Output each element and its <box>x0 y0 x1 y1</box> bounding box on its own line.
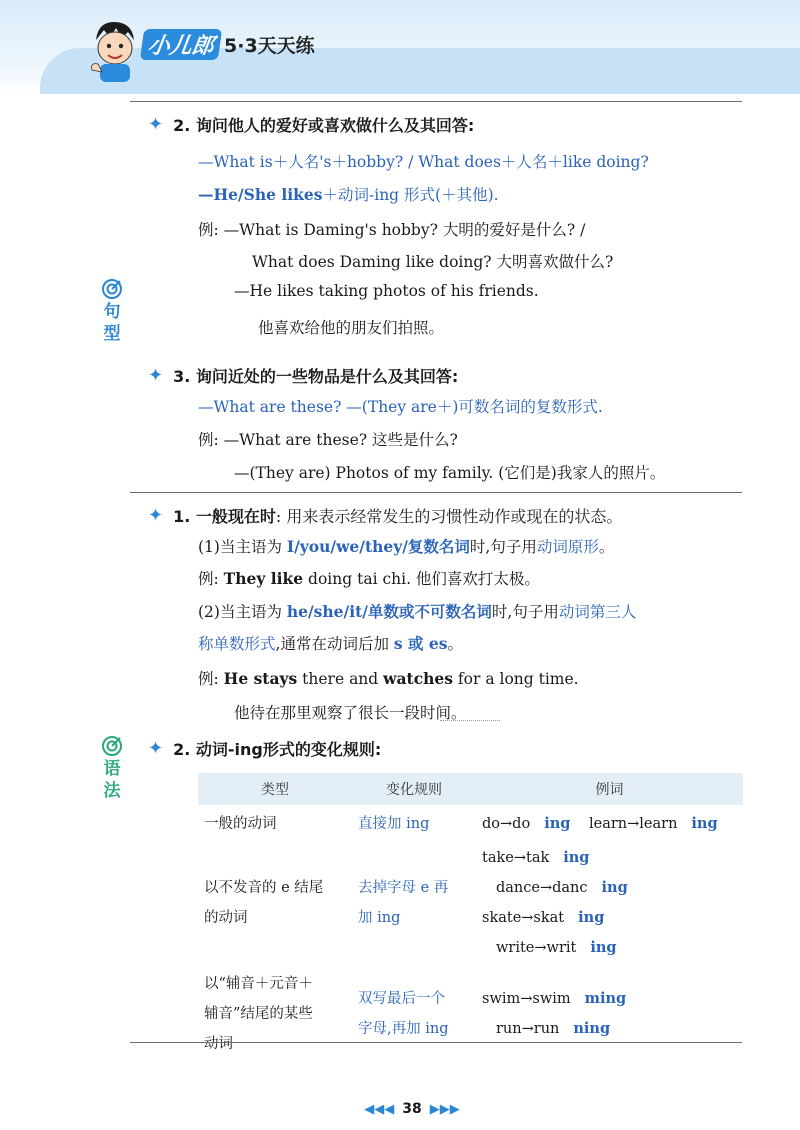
example-word-suffix: ing <box>544 815 571 832</box>
rule1-prefix: (1)当主语为 <box>198 538 287 556</box>
rule-line: 字母,再加 ing <box>358 1021 449 1037</box>
table-cell-rule <box>352 963 476 1065</box>
example-word-base: skate→skat <box>482 910 565 926</box>
rule1-end: 。 <box>598 538 615 556</box>
section-divider-top <box>130 101 742 102</box>
rule2-end: 。 <box>447 635 463 653</box>
item2-example-a2: 他喜欢给他的朋友们拍照。 <box>258 319 445 337</box>
example-word-suffix: ing <box>590 939 617 956</box>
table-cell-rule <box>352 843 476 963</box>
type-line: 一般的动词 <box>204 816 277 832</box>
example-word-suffix: ing <box>601 879 628 896</box>
star-bullet-icon: ✦ <box>148 114 164 135</box>
table-header-examples: 例词 <box>476 773 743 805</box>
target-icon <box>101 278 123 300</box>
target-icon <box>101 735 123 757</box>
item2-pattern-answer-rest: ＋动词-ing 形式(＋其他). <box>322 186 499 204</box>
example-word <box>482 910 604 926</box>
example-word-suffix: ing <box>578 909 605 926</box>
example-word-suffix: ning <box>573 1020 611 1037</box>
rule2-suffix: s 或 es <box>393 634 448 653</box>
example2-bold1: He stays <box>223 669 298 688</box>
rule-line: 双写最后一个 <box>358 991 445 1007</box>
example-word <box>482 991 626 1007</box>
table-header-rule: 变化规则 <box>352 773 476 805</box>
example-word <box>482 816 570 832</box>
page-number: 38 <box>402 1101 422 1117</box>
example-word-base: take→tak <box>482 850 550 866</box>
example-label: 例: <box>198 670 219 688</box>
table-row <box>198 963 743 1065</box>
example1-rest: doing tai chi. 他们喜欢打太极。 <box>303 570 540 588</box>
rule2-verb2: 称单数形式 <box>198 635 276 653</box>
example1-bold: They like <box>223 569 304 588</box>
rule2-mid2: ,通常在动词后加 <box>275 635 394 653</box>
example2-rest: for a long time. <box>453 670 579 688</box>
right-arrows-icon: ▶▶▶ <box>429 1101 460 1117</box>
item2-example-q1 <box>198 218 585 240</box>
item2-title <box>148 113 474 136</box>
example-word <box>496 940 617 956</box>
grammar-item2-title-text: 2. 动词-ing形式的变化规则: <box>173 740 382 759</box>
section-divider-mid <box>130 492 742 493</box>
type-line: 以“辅音＋元音＋ <box>204 976 313 992</box>
table-cell-type <box>198 963 352 1065</box>
example2-mid: there and <box>297 670 384 688</box>
rule1-mid: 时,句子用 <box>469 538 537 556</box>
example-label: 例: <box>198 221 219 239</box>
table-cell-type <box>198 843 352 963</box>
item2-example-q1-text: —What is Daming's hobby? 大明的爱好是什么? / <box>223 221 586 239</box>
sidebar-label-sentence <box>96 278 128 344</box>
rule-line: 加 ing <box>358 910 401 926</box>
star-bullet-icon: ✦ <box>148 365 164 386</box>
grammar-rule2-line1 <box>198 600 636 622</box>
table-cell-examples <box>476 963 743 1065</box>
page-footer <box>342 1101 482 1117</box>
item3-title <box>148 364 458 387</box>
type-line: 的动词 <box>204 910 248 926</box>
section-divider-bottom <box>130 1042 742 1043</box>
grammar-example2-cn: 他待在那里观察了很长一段时间。 <box>234 704 467 722</box>
example-word-base: swim→swim <box>482 991 571 1007</box>
item3-example-q-text: —What are these? 这些是什么? <box>223 431 458 449</box>
table-row <box>198 843 743 963</box>
example-word <box>496 880 628 896</box>
type-line: 以不发音的 e 结尾 <box>204 880 324 896</box>
table-header-row <box>198 773 743 805</box>
rule1-subject: I/you/we/they/复数名词 <box>286 537 470 556</box>
grammar-item1-title-bold: 1. 一般现在时 <box>173 507 276 526</box>
grammar-item1-title-rest: : 用来表示经常发生的习惯性动作或现在的状态。 <box>275 507 623 526</box>
example-word-base: run→run <box>496 1021 560 1037</box>
item3-title-text: 3. 询问近处的一些物品是什么及其回答: <box>173 367 459 386</box>
item2-title-text: 2. 询问他人的爱好或喜欢做什么及其回答: <box>173 116 475 135</box>
table-cell-type <box>198 805 352 843</box>
grammar-rule2-line2 <box>198 632 463 654</box>
item2-example-a1: —He likes taking photos of his friends. <box>234 282 539 300</box>
example2-bold2: watches <box>383 669 453 688</box>
example-words-line <box>482 809 737 839</box>
example-word-base: do→do <box>482 816 531 832</box>
example-word-base: write→writ <box>496 940 577 956</box>
grammar-example2 <box>198 667 579 689</box>
sidebar-text-yu: 语 <box>103 759 121 779</box>
grammar-rule1 <box>198 535 614 557</box>
rule1-verb: 动词原形 <box>536 538 599 556</box>
rule2-subject: he/she/it/单数或不可数名词 <box>286 602 492 621</box>
example-words-line <box>482 843 737 903</box>
left-arrows-icon: ◀◀◀ <box>364 1101 395 1117</box>
item2-pattern-answer-bold: —He/She likes <box>198 185 323 204</box>
mascot-icon <box>88 18 140 84</box>
type-line: 动词 <box>204 1036 233 1052</box>
grammar-example1 <box>198 567 540 589</box>
table-header-type: 类型 <box>198 773 352 805</box>
table-cell-examples <box>476 843 743 963</box>
brand-logo <box>142 30 315 58</box>
brand-sub-text: 5·3天天练 <box>224 34 315 57</box>
item3-example-q <box>198 428 458 450</box>
rule2-prefix: (2)当主语为 <box>198 603 287 621</box>
item2-pattern-question: —What is＋人名's＋hobby? / What does＋人名＋like doing? <box>198 153 649 171</box>
table-row <box>198 805 743 843</box>
rule-line: 直接加 ing <box>358 816 430 832</box>
example-label: 例: <box>198 570 219 588</box>
star-bullet-icon: ✦ <box>148 738 164 759</box>
table-cell-examples <box>476 805 743 843</box>
example-word-suffix: ing <box>563 849 590 866</box>
example-word <box>496 1021 610 1037</box>
example-word <box>589 816 718 832</box>
item3-pattern: —What are these? —(They are＋)可数名词的复数形式. <box>198 398 603 416</box>
rule2-mid: 时,句子用 <box>491 603 559 621</box>
sidebar-text-fa: 法 <box>103 781 121 801</box>
sidebar-text-ju: 句 <box>103 302 121 322</box>
example-word-base: dance→danc <box>496 880 588 896</box>
rule2-verb: 动词第三人 <box>558 603 637 621</box>
example-word-base: learn→learn <box>589 816 678 832</box>
ing-rules-table <box>198 773 743 1065</box>
example-words-line <box>482 984 737 1044</box>
item2-example-q2: What does Daming like doing? 大明喜欢做什么? <box>252 253 614 271</box>
type-line: 辅音”结尾的某些 <box>204 1006 313 1022</box>
table-cell-rule <box>352 805 476 843</box>
sidebar-text-xing: 型 <box>103 324 121 344</box>
item2-pattern-answer <box>198 183 499 205</box>
rule-line: 去掉字母 e 再 <box>358 880 449 896</box>
example-label: 例: <box>198 431 219 449</box>
dotted-divider <box>440 720 500 721</box>
star-bullet-icon: ✦ <box>148 505 164 526</box>
example-word-suffix: ming <box>584 990 627 1007</box>
example-word <box>482 850 589 866</box>
grammar-item2-title <box>148 737 381 760</box>
example-word-suffix: ing <box>691 815 718 832</box>
brand-main-text: 小儿郎 <box>140 29 222 60</box>
sidebar-label-grammar <box>96 735 128 801</box>
grammar-item1-title <box>148 504 622 527</box>
item3-example-a: —(They are) Photos of my family. (它们是)我家人的照片。 <box>234 464 666 482</box>
example-words-line <box>482 903 737 963</box>
